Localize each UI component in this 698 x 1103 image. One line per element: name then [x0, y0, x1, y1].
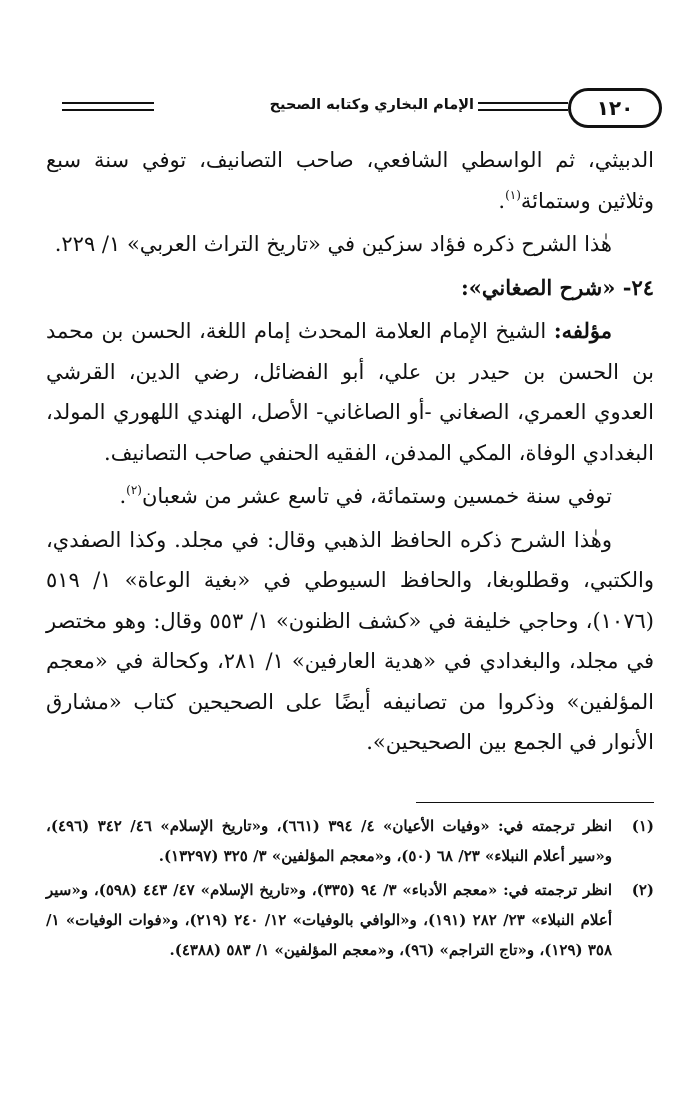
- page-header: [62, 88, 662, 130]
- header-rule-left: [62, 109, 154, 111]
- main-text: [46, 140, 654, 763]
- section-heading: ٢٤- «شرح الصغاني»:: [461, 274, 654, 300]
- footnotes: [46, 811, 654, 969]
- page-number-badge: [568, 88, 662, 128]
- paragraph-text: الدبيثي، ثم الواسطي الشافعي، صاحب التصانيف، توفي سنة سبع وثلاثين وستمائة: [46, 148, 654, 213]
- footnote-text: انظر ترجمته في: «وفيات الأعيان» ٤/ ٣٩٤ (٦٦١)، و«تاريخ الإسلام» ٤٦/ ٣٤٢ (٤٩٦)، و«سير أعلام النبلاء» ٢٣/ ٦٨ (٥٠)، و«معجم المؤلفين» ٣/ ٣٢٥ (١٣٢٩٧).: [46, 817, 613, 865]
- footnote: [46, 811, 654, 871]
- header-rule-right: [478, 102, 568, 104]
- header-rule-left: [62, 102, 154, 104]
- paragraph-end: .: [119, 484, 127, 508]
- footnote-number: (١): [631, 817, 654, 835]
- paragraph: [46, 311, 654, 473]
- running-title: الإمام البخاري وكتابه الصحيح: [269, 97, 474, 113]
- paragraph-end: .: [498, 188, 506, 213]
- header-rule-right: [478, 109, 568, 111]
- footnote: [46, 875, 654, 965]
- paragraph: [46, 476, 654, 517]
- page-number: ١٢٠: [596, 96, 634, 120]
- footnote-separator: [416, 802, 654, 803]
- paragraph: وهٰذا الشرح ذكره الحافظ الذهبي وقال: في مجلد. وكذا الصفدي، والكتبي، وقطلوبغا، والحافظ السيوطي في «بغية الوعاة» ١/ ٥١٩ (١٠٧٦)، وحاجي خليفة في «كشف الظنون» ١/ ٥٥٣ وقال: وهو مختصر في مجلد، والبغدادي في «هدية العارفين» ١/ ٢٨١، وكحالة في «معجم المؤلفين» وذكروا من تصانيفه أيضًا على الصحيحين كتاب «مشارق الأنوار في الجمع بين الصحيحين».: [46, 527, 654, 754]
- paragraph: هٰذا الشرح ذكره فؤاد سزكين في «تاريخ التراث العربي» ١/ ٢٢٩.: [54, 232, 612, 256]
- author-label: مؤلفه:: [553, 318, 612, 343]
- paragraph-text: الشيخ الإمام العلامة المحدث إمام اللغة، الحسن بن محمد بن الحسن بن حيدر بن علي، أبو الفضائل، رضي الدين، القرشي العدوي العمري، الصغاني -أو الصاغاني- الأصل، الهندي اللهوري المولد، البغدادي الوفاة، المكي المدفن، الفقيه الحنفي صاحب التصانيف.: [46, 319, 654, 465]
- paragraph-text: توفي سنة خمسين وستمائة، في تاسع عشر من شعبان: [141, 484, 612, 508]
- paragraph: [46, 140, 654, 221]
- footnote-reference: (١): [505, 187, 521, 202]
- footnote-number: (٢): [631, 881, 654, 899]
- footnote-reference: (٢): [126, 483, 142, 497]
- footnote-text: انظر ترجمته في: «معجم الأدباء» ٣/ ٩٤ (٣٣٥)، و«تاريخ الإسلام» ٤٧/ ٤٤٣ (٥٩٨)، و«سير أعلام النبلاء» ٢٣/ ٢٨٢ (١٩١)، و«الوافي بالوفيات» ١٢/ ٢٤٠ (٢١٩)، و«فوات الوفيات» ١/ ٣٥٨ (١٢٩)، و«تاج التراجم» (٩٦)، و«معجم المؤلفين» ١/ ٥٨٣ (٤٣٨٨).: [46, 881, 613, 959]
